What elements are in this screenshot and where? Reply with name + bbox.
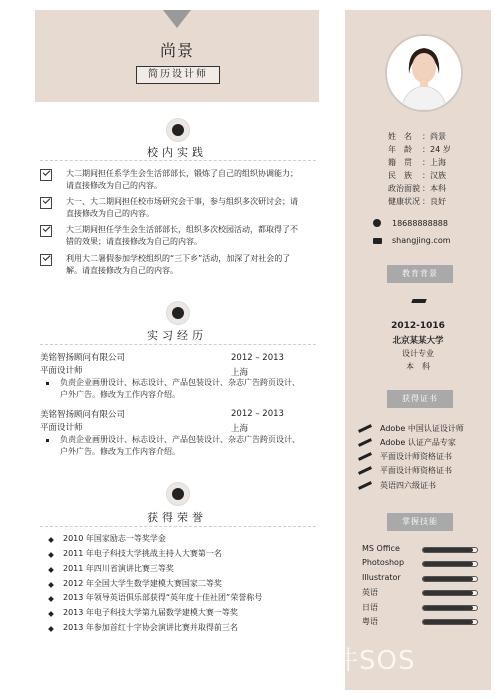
- job-date: 2012 – 2013: [231, 353, 284, 363]
- skill-bar: [422, 619, 478, 625]
- profile-row: 政治面貌 ：本科: [388, 184, 446, 193]
- internship-title: 实习经历: [147, 329, 207, 342]
- job-city: 上海: [231, 368, 249, 378]
- resume-name: 尚景: [159, 41, 194, 60]
- avatar: [385, 34, 463, 112]
- diamond-icon: [48, 596, 54, 602]
- diamond-icon: [48, 611, 54, 617]
- honor-item: 2013 年电子科技大学第九届数学建模大赛一等奖: [63, 608, 238, 617]
- diamond-icon: [48, 567, 54, 573]
- diamond-icon: [48, 537, 54, 543]
- profile-row: 籍 贯 ：上海: [388, 158, 446, 167]
- graduation-cap-icon: [411, 299, 426, 303]
- skill-bar: [422, 547, 478, 553]
- skill-name: Photoshop: [362, 558, 405, 567]
- certificate-item: 平面设计师资格证书: [380, 452, 452, 461]
- honor-item: 2013 年领导英语俱乐部获得“英年度十佳社团”荣誉称号: [63, 593, 263, 602]
- job-date: 2012 – 2013: [231, 409, 284, 419]
- honors-divider: [40, 526, 316, 528]
- practice-item: 利用大二暑假参加学校组织的“三下乡”活动，加深了对社会的了 解。请直接修改为自己的内容。: [40, 253, 320, 277]
- skill-name: 粤语: [362, 617, 378, 626]
- watermark: 软件SOS: [305, 646, 416, 676]
- diamond-icon: [48, 582, 54, 588]
- job-role: 平面设计师: [40, 423, 83, 433]
- practice-title: 校内实践: [147, 146, 207, 159]
- practice-divider: [40, 160, 316, 162]
- header-notch: [163, 10, 191, 28]
- practice-icon: [166, 118, 190, 142]
- certificate-item: Adobe 中国认证设计师: [380, 424, 464, 433]
- phone-number: 18688888888: [392, 219, 448, 228]
- profile-row: 民 族 ：汉族: [388, 171, 446, 180]
- company-name: 美铭智扬顾问有限公司: [40, 410, 126, 420]
- education-degree: 本 科: [406, 362, 430, 371]
- profile-row: 健康状况 ：良好: [388, 197, 446, 206]
- profile-row: 年 龄 ：24 岁: [388, 145, 451, 154]
- mail-icon: [373, 238, 382, 244]
- education-button[interactable]: 教育背景: [387, 265, 453, 283]
- honor-item: 2012 年全国大学生数学建模大赛国家二等奖: [63, 579, 222, 588]
- education-major: 设计专业: [402, 349, 434, 358]
- skill-bar: [422, 561, 478, 567]
- education-school: 北京某某大学: [392, 336, 444, 346]
- skill-name: 日语: [362, 603, 378, 612]
- honors-title: 获得荣誉: [147, 511, 207, 524]
- skill-bar: [422, 605, 478, 611]
- bullet-icon: [46, 439, 49, 442]
- checkbox-icon: [40, 197, 52, 209]
- skill-bar: [422, 576, 478, 582]
- job-description: 负责企业画册设计、标志设计、产品包装设计、杂志广告跨页设计、 户外广告。修改为工作内容介绍。: [60, 378, 300, 399]
- honor-item: 2010 年国家励志一等奖学金: [63, 534, 166, 543]
- honors-icon: [166, 482, 190, 506]
- practice-item: 大二期间担任系学生会生活部部长，锻炼了自己的组织协调能力； 请直接修改为自己的内容。: [40, 168, 320, 192]
- profile-row: 姓 名 ：尚景: [388, 132, 446, 141]
- honor-item: 2013 年参加首红十字协会演讲比赛并取得前三名: [63, 623, 238, 632]
- job-description: 负责企业画册设计、标志设计、产品包装设计、杂志广告跨页设计、 户外广告。修改为工作内容介绍。: [60, 435, 300, 456]
- skill-bar: [422, 590, 478, 596]
- checkbox-icon: [40, 254, 52, 266]
- practice-item: 大一、大二期间担任校市场研究会干事，参与组织多次研讨会；请 直接修改为自己的内容。: [40, 196, 320, 220]
- certificate-item: 英语四六级证书: [380, 481, 436, 490]
- certificates-button[interactable]: 获得证书: [387, 390, 453, 408]
- phone-icon: [373, 219, 381, 227]
- resume-subtitle: 简历设计师: [136, 66, 220, 84]
- job-role: 平面设计师: [40, 366, 83, 376]
- checkbox-icon: [40, 169, 52, 181]
- honor-item: 2011 年四川省演讲比赛三等奖: [63, 564, 174, 573]
- certificate-item: Adobe 认证产品专家: [380, 438, 456, 447]
- diamond-icon: [48, 552, 54, 558]
- skill-name: 英语: [362, 588, 378, 597]
- skills-button[interactable]: 掌握技能: [387, 513, 453, 531]
- honor-item: 2011 年电子科技大学挑战主持人大赛第一名: [63, 549, 222, 558]
- skill-name: MS Office: [362, 544, 400, 553]
- diamond-icon: [48, 626, 54, 632]
- internship-divider: [40, 344, 316, 346]
- certificate-item: 平面设计师资格证书: [380, 466, 452, 475]
- education-years: 2012-1016: [391, 321, 445, 331]
- skill-name: Illustrator: [362, 573, 401, 582]
- job-city: 上海: [231, 424, 249, 434]
- checkbox-icon: [40, 225, 52, 237]
- email-address: shangjing.com: [392, 236, 451, 245]
- company-name: 美铭智扬顾问有限公司: [40, 353, 126, 363]
- internship-icon: [166, 301, 190, 325]
- practice-item: 大三期间担任学生会生活部部长，组织多次校园活动，都取得了不 错的效果；请直接修改为自己的内容。: [40, 224, 320, 248]
- bullet-icon: [46, 382, 49, 385]
